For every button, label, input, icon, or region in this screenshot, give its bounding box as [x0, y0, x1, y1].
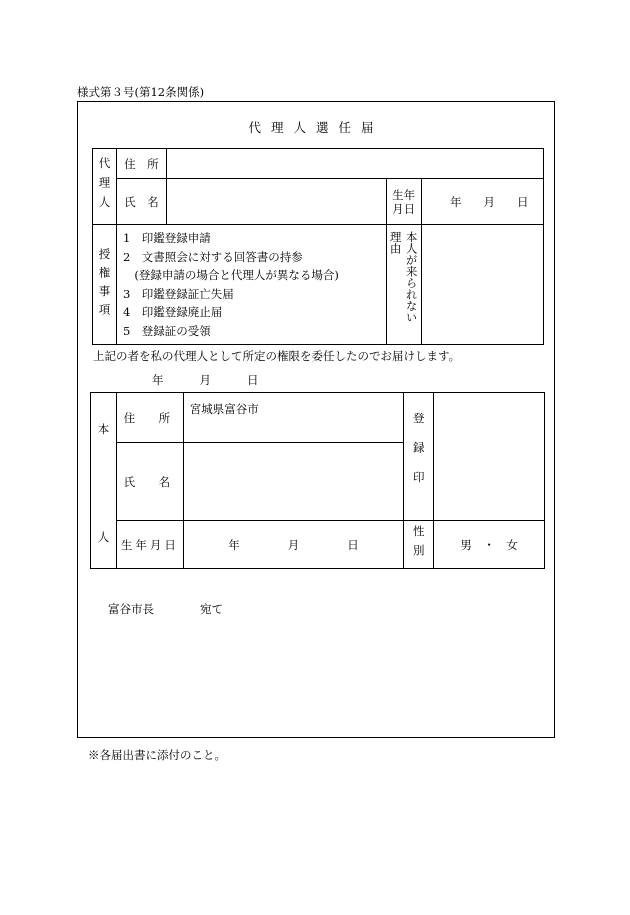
authority-item: 5 登録証の受領 — [122, 323, 211, 338]
principal-name-field[interactable] — [183, 443, 403, 521]
form-number: 様式第３号(第12条関係) — [77, 85, 205, 99]
agent-name-label: 氏 名 — [116, 179, 166, 225]
reason-label: 本人が来られない理由 — [386, 225, 421, 345]
agent-birth-label: 生年 月日 — [386, 179, 421, 225]
attachment-note: ※各届出書に添付のこと。 — [88, 748, 226, 762]
authority-item: (登録申請の場合と代理人が異なる場合) — [122, 268, 339, 282]
principal-name-label: 氏 名 — [116, 443, 183, 521]
agent-section-label: 代理人 — [93, 149, 117, 225]
agent-name-field[interactable] — [166, 179, 386, 225]
authority-item: 4 印鑑登録廃止届 — [122, 305, 223, 319]
form-title: 代理人選任届 — [248, 120, 384, 135]
sex-options[interactable]: 男 ・ 女 — [434, 521, 545, 569]
agent-birth-field[interactable]: 年 月 日 — [421, 179, 543, 225]
principal-table — [90, 392, 545, 569]
authority-item: 2 文書照会に対する回答書の持参 — [122, 249, 303, 264]
delegation-statement: 上記の者を私の代理人として所定の権限を委任したのでお届けします。 — [93, 349, 461, 363]
agent-table — [92, 148, 544, 345]
seal-label: 登録印 — [404, 393, 434, 521]
principal-section-label: 本 人 — [91, 393, 117, 569]
authority-items — [116, 225, 386, 345]
principal-address-field[interactable]: 宮城県富谷市 — [183, 393, 403, 443]
agent-address-label: 住 所 — [116, 149, 166, 179]
principal-birth-field[interactable]: 年 月 日 — [183, 521, 403, 569]
principal-address-label: 住 所 — [116, 393, 183, 443]
authority-item: 3 印鑑登録証亡失届 — [122, 286, 234, 301]
agent-address-field[interactable] — [166, 149, 543, 179]
sex-label: 性別 — [404, 521, 434, 569]
submission-date[interactable]: 年 月 日 — [152, 373, 259, 387]
addressee-name: 富谷市長 — [108, 602, 154, 616]
reason-field[interactable] — [421, 225, 543, 345]
principal-birth-label: 生年月日 — [116, 521, 183, 569]
addressee-suffix: 宛て — [200, 602, 223, 616]
authority-section-label: 授権事項 — [93, 225, 117, 345]
authority-item: 1 印鑑登録申請 — [122, 231, 211, 245]
seal-field[interactable] — [434, 393, 545, 521]
addressee — [108, 601, 223, 617]
